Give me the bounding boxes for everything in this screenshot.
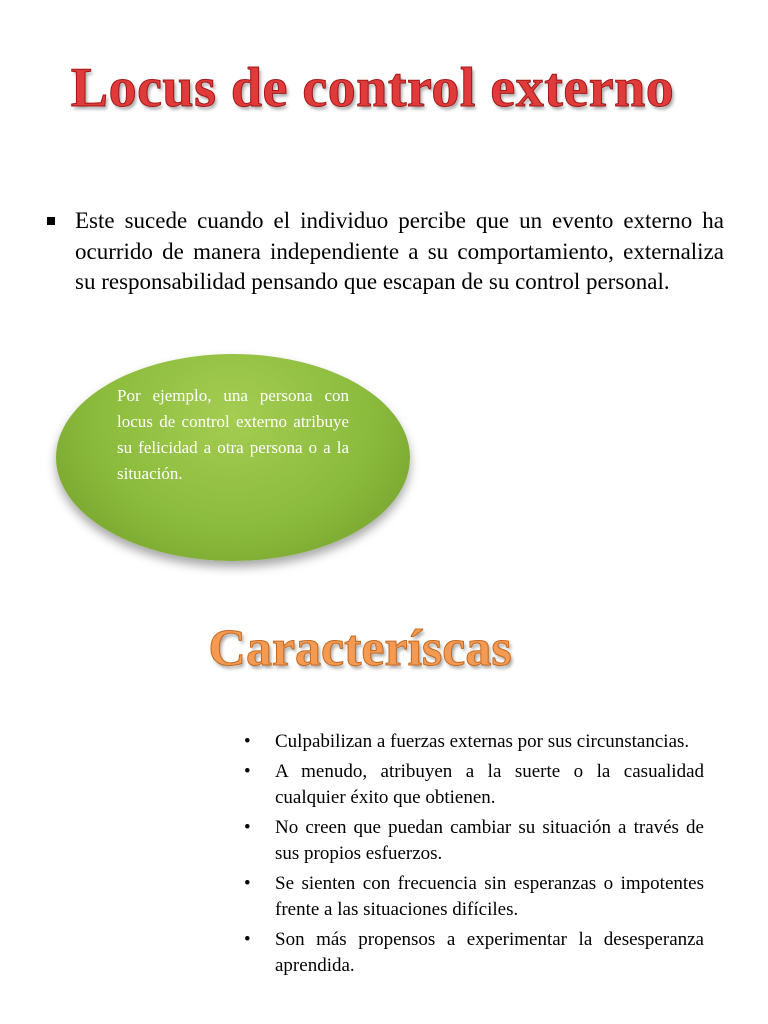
bullet-icon: •: [244, 817, 251, 838]
bullet-icon: •: [244, 761, 251, 782]
bullet-icon: •: [244, 731, 251, 752]
section-title: Caracteríscas: [208, 620, 512, 677]
list-item-text: Culpabilizan a fuerzas externas por sus circunstancias.: [275, 731, 690, 752]
bullet-icon: •: [244, 873, 251, 894]
list-item: [244, 729, 704, 755]
characteristics-list: [244, 729, 704, 983]
intro-paragraph: [44, 206, 724, 298]
square-bullet-icon: [47, 217, 55, 225]
bullet-icon: •: [244, 929, 251, 950]
list-item: [244, 815, 704, 867]
list-item-text: Son más propensos a experimentar la desesperanza aprendida.: [275, 929, 704, 976]
list-item: [244, 927, 704, 979]
list-item-text: A menudo, atribuyen a la suerte o la casualidad cualquier éxito que obtienen.: [275, 761, 704, 808]
page-title: Locus de control externo: [70, 57, 675, 119]
list-item-text: Se sienten con frecuencia sin esperanzas o impotentes frente a las situaciones difíciles.: [275, 873, 704, 920]
intro-text: Este sucede cuando el individuo percibe que un evento externo ha ocurrido de manera independiente a su comportamiento, externaliza su responsabilidad pensando que escapan de su control personal.: [75, 208, 724, 294]
list-item: [244, 759, 704, 811]
example-text: Por ejemplo, una persona con locus de control externo atribuye su felicidad a otra persona o a la situación.: [117, 386, 349, 483]
list-item-text: No creen que puedan cambiar su situación a través de sus propios esfuerzos.: [275, 817, 704, 864]
list-item: [244, 871, 704, 923]
